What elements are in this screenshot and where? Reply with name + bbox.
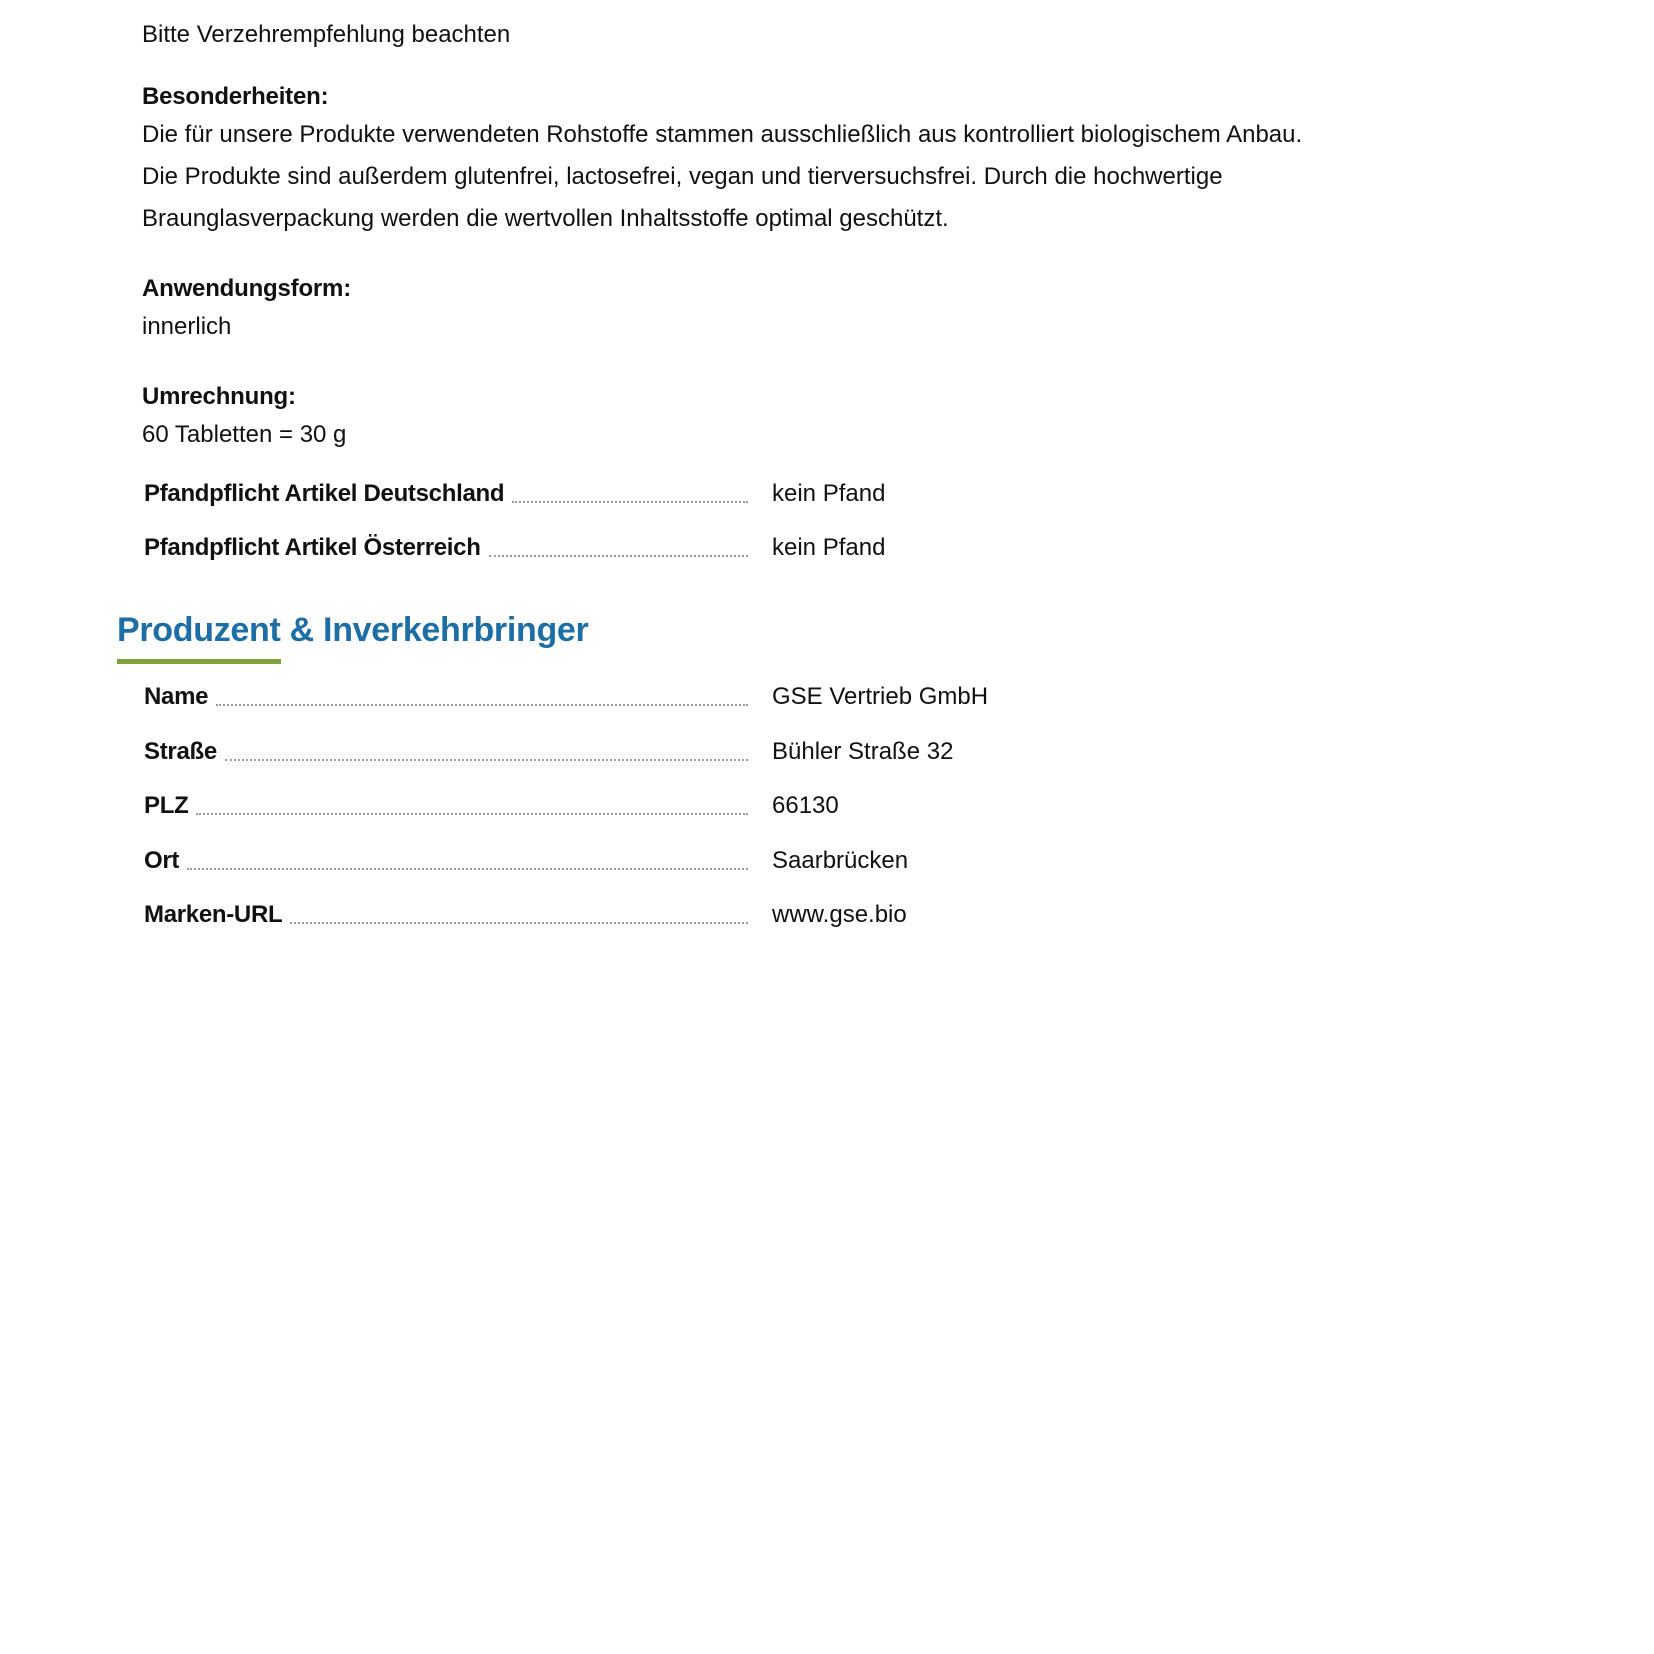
besonderheiten-text bbox=[142, 114, 1442, 240]
leader-dots bbox=[225, 759, 748, 761]
producer-key: Marken-URL bbox=[144, 901, 283, 928]
leader-dots bbox=[187, 868, 748, 870]
besonderheiten-line: Die Produkte sind außerdem glutenfrei, lactosefrei, vegan und tierversuchsfrei. Durch die hochwertige bbox=[142, 163, 1223, 190]
producer-key-wrap bbox=[144, 736, 748, 768]
leader-dots bbox=[196, 813, 748, 815]
leader-dots bbox=[290, 922, 748, 924]
producer-row-plz bbox=[144, 782, 1244, 822]
pfand-key-wrap bbox=[144, 478, 748, 510]
leader-dots bbox=[216, 704, 748, 706]
leader-dots bbox=[512, 501, 748, 503]
besonderheiten-line: Braunglasverpackung werden die wertvollen Inhaltsstoffe optimal geschützt. bbox=[142, 205, 949, 232]
producer-key-wrap bbox=[144, 790, 748, 822]
anwendungsform-value: innerlich bbox=[142, 313, 232, 340]
producer-value: www.gse.bio bbox=[772, 901, 907, 928]
pfand-key: Pfandpflicht Artikel Österreich bbox=[144, 534, 481, 561]
pfand-value: kein Pfand bbox=[772, 534, 886, 561]
anwendungsform-block bbox=[142, 272, 1442, 348]
pfand-key-wrap bbox=[144, 532, 748, 564]
producer-key-wrap bbox=[144, 681, 748, 713]
producer-key: Ort bbox=[144, 847, 180, 874]
pfand-row-at bbox=[144, 524, 1244, 564]
besonderheiten-block bbox=[142, 80, 1442, 240]
producer-key: PLZ bbox=[144, 792, 189, 819]
besonderheiten-label: Besonderheiten: bbox=[142, 83, 329, 110]
umrechnung-block bbox=[142, 380, 1442, 456]
leader-dots bbox=[489, 555, 748, 557]
producer-key: Name bbox=[144, 683, 209, 710]
producer-value: Bühler Straße 32 bbox=[772, 738, 954, 765]
producer-key: Straße bbox=[144, 738, 217, 765]
producer-key-wrap bbox=[144, 845, 748, 877]
umrechnung-label: Umrechnung: bbox=[142, 383, 296, 410]
producer-value: 66130 bbox=[772, 792, 839, 819]
producer-value: Saarbrücken bbox=[772, 847, 909, 874]
producer-section-title: Produzent & Inverkehrbringer bbox=[117, 611, 589, 649]
producer-key-wrap bbox=[144, 899, 748, 931]
umrechnung-value: 60 Tabletten = 30 g bbox=[142, 421, 347, 448]
producer-row-marken-url bbox=[144, 891, 1244, 931]
pfand-key: Pfandpflicht Artikel Deutschland bbox=[144, 480, 505, 507]
pfand-value: kein Pfand bbox=[772, 480, 886, 507]
producer-row-strasse bbox=[144, 728, 1244, 768]
producer-row-name bbox=[144, 673, 1244, 713]
besonderheiten-line: Die für unsere Produkte verwendeten Rohstoffe stammen ausschließlich aus kontrolliert biologischem Anbau. bbox=[142, 121, 1303, 148]
pfand-row-de bbox=[144, 470, 1244, 510]
consumption-note: Bitte Verzehrempfehlung beachten bbox=[142, 21, 511, 48]
anwendungsform-label: Anwendungsform: bbox=[142, 275, 351, 302]
producer-row-ort bbox=[144, 837, 1244, 877]
section-title-underline bbox=[117, 659, 281, 664]
producer-value: GSE Vertrieb GmbH bbox=[772, 683, 989, 710]
